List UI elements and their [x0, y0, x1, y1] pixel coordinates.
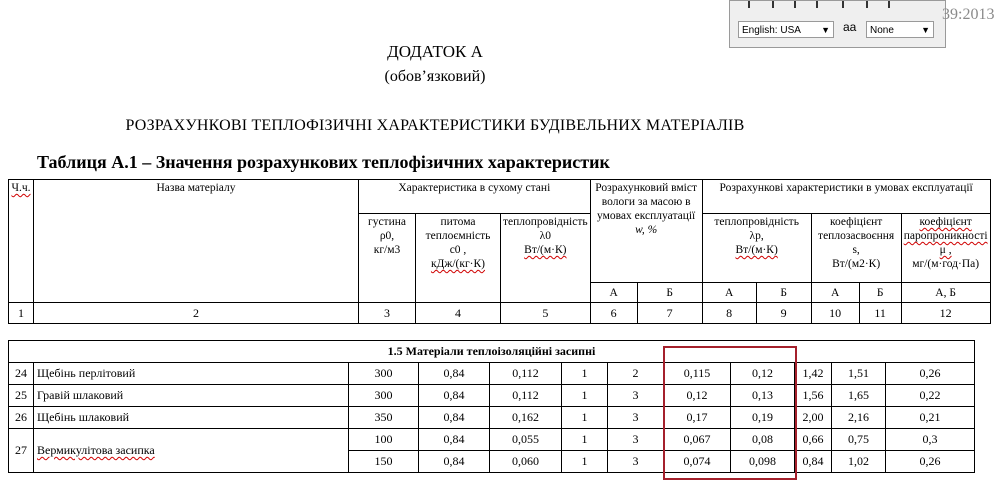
col-header-density: густина ρ0, кг/м3 [359, 214, 416, 303]
col-header-vapor-permeability: коефіцієнт паропроникності μ , мг/(м·год·Па) [901, 214, 990, 283]
text-case-icon: aa [843, 20, 857, 34]
chevron-down-icon: ▼ [821, 25, 830, 35]
col-header-heat-absorption: коефіцієнт теплозасвоєння s, Вт/(м2·К) [811, 214, 901, 283]
cond-a-moisture: А [590, 283, 637, 303]
col-header-num: Ч.ч. [9, 180, 34, 303]
col-header-conductivity-dry: теплопровідність λ0 Вт/(м·К) [501, 214, 591, 303]
cond-ab-vapor: А, Б [901, 283, 990, 303]
col-header-name: Назва матеріалу [34, 180, 359, 303]
materials-table [8, 340, 975, 473]
document-main-title: РОЗРАХУНКОВІ ТЕПЛОФІЗИЧНІ ХАРАКТЕРИСТИКИ БУДІВЕЛЬНИХ МАТЕРІАЛІВ [125, 117, 745, 134]
language-select[interactable]: English: USA ▼ [738, 21, 834, 38]
toolbar-icon-strip [734, 1, 934, 11]
cond-b-lambda: Б [756, 283, 811, 303]
section-title: 1.5 Матеріали теплоізоляційні засипні [9, 341, 975, 363]
table-row: 24 Щебінь перлітовий 300 0,84 0,112 1 2 0,115 0,12 1,42 1,51 0,26 [9, 363, 975, 385]
appendix-heading: ДОДАТОК А [387, 42, 483, 61]
column-number-row: 1 2 3 4 5 6 7 8 9 10 11 12 [9, 303, 991, 324]
cond-b-moisture: Б [637, 283, 702, 303]
cond-a-absorption: А [811, 283, 859, 303]
appendix-mandatory-note: (обов’язковий) [384, 68, 486, 85]
table-title: Таблиця А.1 – Значення розрахункових теплофізичних характеристик [37, 152, 610, 172]
chevron-down-icon: ▼ [921, 25, 930, 35]
cond-a-lambda: А [702, 283, 756, 303]
highlight-box [663, 346, 797, 480]
col-header-dry-group: Характеристика в сухому стані [359, 180, 591, 214]
table-row: 27 Вермикулітова засипка 100 0,84 0,055 1 3 0,067 0,08 0,66 0,75 0,3 [9, 429, 975, 451]
col-header-moisture: Розрахунковий вміст вологи за масою в умовах експлуатації w, % [590, 180, 702, 283]
col-header-ops-group: Розрахункові характеристики в умовах експлуатації [702, 180, 990, 214]
col-header-conductivity-ops: теплопровідність λр, Вт/(м·К) [702, 214, 811, 283]
table-row: 25 Гравій шлаковий 300 0,84 0,112 1 3 0,12 0,13 1,56 1,65 0,22 [9, 385, 975, 407]
style-select[interactable]: None ▼ [866, 21, 934, 38]
col-header-heat-capacity: питома теплоємність c0 , кДж/(кг·К) [416, 214, 501, 303]
table-row: 150 0,84 0,060 1 3 0,074 0,098 0,84 1,02 0,26 [9, 451, 975, 473]
cond-b-absorption: Б [859, 283, 901, 303]
format-toolbar [729, 0, 946, 48]
table-row: 26 Щебінь шлаковий 350 0,84 0,162 1 3 0,17 0,19 2,00 2,16 0,21 [9, 407, 975, 429]
header-table [8, 179, 991, 324]
timestamp: 39:2013 [942, 6, 995, 23]
